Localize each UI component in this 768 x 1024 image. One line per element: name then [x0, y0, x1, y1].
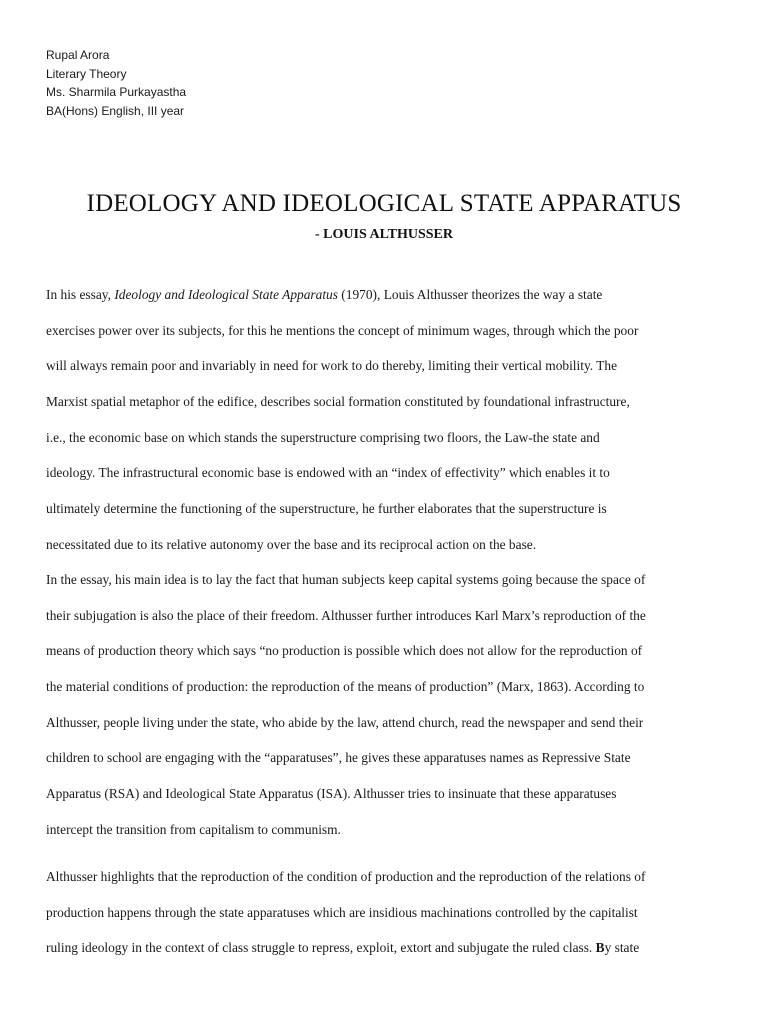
- paragraph-line: the material conditions of production: the reproduction of the means of production” (Marx, 1863). According to: [46, 679, 645, 695]
- paragraph-line: Althusser highlights that the reproduction of the condition of production and the reproduction of the relations of: [46, 869, 646, 884]
- document-subtitle: - LOUIS ALTHUSSER: [315, 227, 453, 242]
- paragraph-line: i.e., the economic base on which stands the superstructure comprising two floors, the Law-the state and: [46, 429, 600, 445]
- student-header: [46, 46, 186, 120]
- teacher-name: Ms. Sharmila Purkayastha: [46, 85, 187, 99]
- paragraph-line: Apparatus (RSA) and Ideological State Apparatus (ISA). Althusser tries to insinuate that these apparatuses: [46, 786, 617, 802]
- line-text: (1970), Louis Althusser theorizes the way a state: [337, 287, 603, 302]
- paragraph-line: ultimately determine the functioning of the superstructure, he further elaborates that the superstructure is: [46, 501, 607, 517]
- bold-letter: B: [595, 940, 605, 956]
- document-title: IDEOLOGY AND IDEOLOGICAL STATE APPARATUS: [86, 190, 682, 217]
- paragraph-line: means of production theory which says “no production is possible which does not allow for the reproduction of: [46, 643, 643, 659]
- paragraph-line: In the essay, his main idea is to lay the fact that human subjects keep capital systems going because the space of: [46, 572, 646, 587]
- paragraph-3: [46, 859, 736, 966]
- paragraph-line: children to school are engaging with the “apparatuses”, he gives these apparatuses names as Repressive State: [46, 750, 631, 766]
- class-name: BA(Hons) English, III year: [46, 103, 185, 118]
- line-text: ruling ideology in the context of class struggle to repress, exploit, extort and subjugate the ruled class.: [46, 940, 596, 956]
- paragraph-line: Marxist spatial metaphor of the edifice, describes social formation constituted by foundational infrastructure,: [46, 394, 630, 410]
- paragraph-2: [46, 562, 736, 848]
- paragraph-line: will always remain poor and invariably in need for work to do thereby, limiting their vertical mobility. The: [46, 358, 618, 374]
- paragraph-line: Althusser, people living under the state, who abide by the law, attend church, read the newspaper and send their: [46, 714, 644, 730]
- paragraph-line: intercept the transition from capitalism to communism.: [46, 821, 341, 837]
- course-name: Literary Theory: [46, 66, 127, 81]
- paragraph-1: [46, 277, 736, 563]
- student-name: Rupal Arora: [46, 48, 110, 62]
- paragraph-line: necessitated due to its relative autonomy over the base and its reciprocal action on the base.: [46, 536, 537, 552]
- paragraph-line: [46, 930, 736, 966]
- paragraph-line: production happens through the state apparatuses which are insidious machinations controlled by the capitalist: [46, 904, 638, 920]
- essay-title-italic: Ideology and Ideological State Apparatus: [114, 287, 338, 302]
- line-text: y state: [604, 940, 640, 956]
- paragraph-line: [46, 277, 736, 313]
- line-text: In his essay,: [46, 287, 115, 302]
- paragraph-line: their subjugation is also the place of their freedom. Althusser further introduces Karl Marx’s reproduction of the: [46, 607, 646, 623]
- paragraph-line: ideology. The infrastructural economic base is endowed with an “index of effectivity” which enables it to: [46, 465, 610, 481]
- paragraph-line: exercises power over its subjects, for this he mentions the concept of minimum wages, through which the poor: [46, 322, 639, 338]
